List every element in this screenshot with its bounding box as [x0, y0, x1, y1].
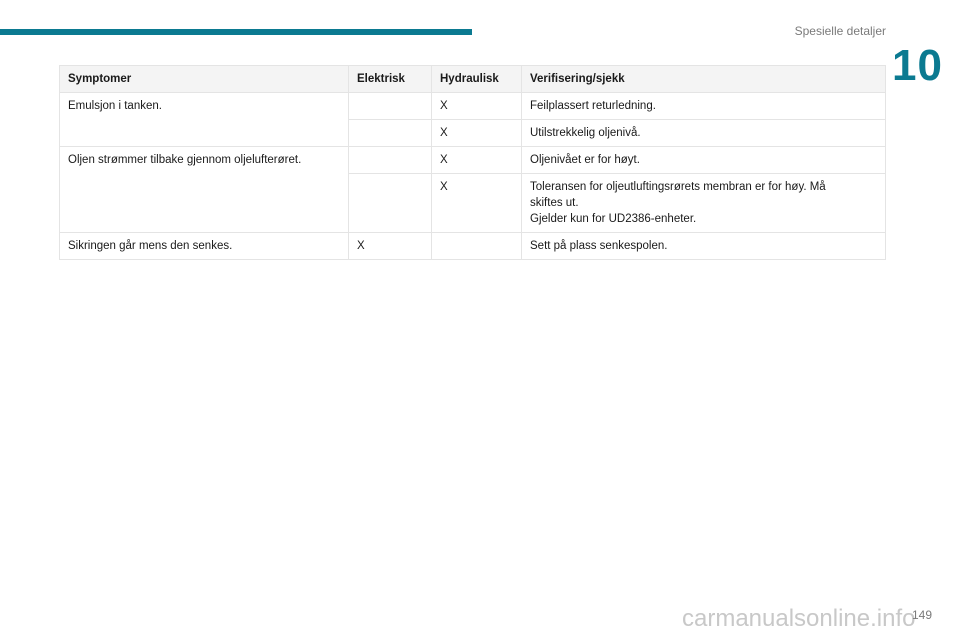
table-row — [60, 147, 886, 174]
verification-line: Utilstrekkelig oljenivå. — [530, 127, 641, 139]
header-symptom: Symptomer — [60, 66, 349, 93]
electrical-cell — [349, 147, 432, 174]
electrical-cell — [349, 93, 432, 120]
hydraulic-cell: X — [432, 174, 522, 233]
verification-cell — [522, 233, 886, 260]
symptom-cell: Emulsjon i tanken. — [60, 93, 349, 147]
verification-line: Sett på plass senkespolen. — [530, 240, 668, 252]
hydraulic-cell: X — [432, 147, 522, 174]
verification-cell — [522, 93, 886, 120]
table-row — [60, 233, 886, 260]
hydraulic-cell: X — [432, 93, 522, 120]
electrical-cell — [349, 120, 432, 147]
chapter-number: 10 — [892, 41, 943, 90]
hydraulic-cell — [432, 233, 522, 260]
header-verification: Verifisering/sjekk — [522, 66, 886, 93]
header-accent-bar — [0, 29, 472, 35]
table-header-row — [60, 66, 886, 93]
symptom-cell: Sikringen går mens den senkes. — [60, 233, 349, 260]
symptom-cell: Oljen strømmer tilbake gjennom oljelufterøret. — [60, 147, 349, 233]
verification-line: Oljenivået er for høyt. — [530, 154, 640, 166]
page-number: 149 — [912, 608, 933, 622]
verification-cell — [522, 147, 886, 174]
table-row — [60, 93, 886, 120]
verification-line: Toleransen for oljeutluftingsrørets membran er for høy. Må — [530, 181, 826, 193]
hydraulic-cell: X — [432, 120, 522, 147]
watermark: carmanualsonline.info — [682, 605, 916, 632]
electrical-cell: X — [349, 233, 432, 260]
section-title: Spesielle detaljer — [794, 24, 886, 38]
verification-line: Gjelder kun for UD2386-enheter. — [530, 213, 697, 225]
electrical-cell — [349, 174, 432, 233]
troubleshooting-table — [59, 65, 886, 260]
verification-line: skiftes ut. — [530, 197, 579, 209]
verification-cell — [522, 120, 886, 147]
header-hydraulic: Hydraulisk — [432, 66, 522, 93]
verification-cell — [522, 174, 886, 233]
verification-line: Feilplassert returledning. — [530, 100, 656, 112]
header-electrical: Elektrisk — [349, 66, 432, 93]
